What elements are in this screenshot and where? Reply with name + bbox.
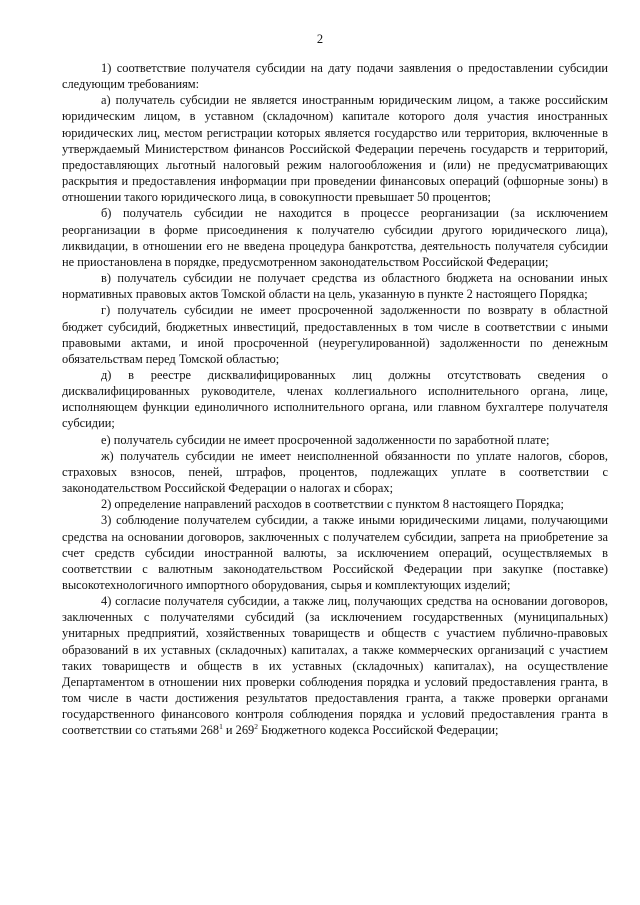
paragraph-3: 3) соблюдение получателем субсидии, а также иными юридическими лицами, получающими средства на основании договоров, заключенных с получателем субсидии, запрета на приобретение за счет средств субсидии иностранной валюты, за исключением операций, осуществляемых в соответствии с валютным законодательством Российской Федерации при закупке (поставке) высокотехнологичного импортного оборудования, сырья и комплектующих изделий; <box>62 513 608 592</box>
paragraph-1d: д) в реестре дисквалифицированных лиц должны отсутствовать сведения о дисквалифицированных руководителе, членах коллегиального исполнительного органа, лице, исполняющем функции единоличного исполнительного органа, или главном бухгалтере получателя субсидии; <box>62 367 608 431</box>
article-268-superscript: 1 <box>219 722 223 732</box>
paragraph-1a: а) получатель субсидии не является иностранным юридическим лицом, а также российским юридическим лицом, в уставном (складочном) капитале которого доля участия иностранных юридических лиц, местом регистрации которых является государство или территория, включенные в утверждаемый Министерством финансов Российской Федерации перечень государств и территорий, предоставляющих льготный налоговый режим налогообложения и (или) не предусматривающих раскрытия и предоставления информации при проведении финансовых операций (офшорные зоны) в отношении такого юридического лица, в совокупности превышает 50 процентов; <box>62 93 608 205</box>
paragraph-1b: б) получатель субсидии не находится в процессе реорганизации (за исключением реорганизации в форме присоединения к получателю субсидии другого юридического лица), ликвидации, в отношении его не введена процедура банкротства, деятельность получателя субсидии не приостановлена в порядке, предусмотренном законодательством Российской Федерации; <box>62 206 608 269</box>
paragraph-1e: е) получатель субсидии не имеет просроченной задолженности по заработной плате; <box>101 432 550 447</box>
paragraph-1v: в) получатель субсидии не получает средства из областного бюджета на основании иных нормативных правовых актов Томской области на цель, указанную в пункте 2 настоящего Порядка; <box>62 271 608 302</box>
paragraph-2: 2) определение направлений расходов в соответствии с пунктом 8 настоящего Порядка; <box>101 497 564 512</box>
paragraph-1g: г) получатель субсидии не имеет просроченной задолженности по возврату в областной бюджет субсидий, бюджетных инвестиций, предоставленных в том числе в соответствии с иными правовыми актами, и иной просроченной (неурегулированной) задолженности по денежным обязательствам перед Томской областью; <box>62 303 608 366</box>
article-269-superscript: 2 <box>254 722 258 732</box>
document-body <box>62 60 608 739</box>
paragraph-1zh: ж) получатель субсидии не имеет неисполненной обязанности по уплате налогов, сборов, страховых взносов, пеней, штрафов, процентов, подлежащих уплате в соответствии с законодательством Российской Федерации о налогах и сборах; <box>62 448 608 496</box>
paragraph-1: 1) соответствие получателя субсидии на дату подачи заявления о предоставлении субсидии следующим требованиям: <box>62 61 608 92</box>
page-number: 2 <box>316 32 324 46</box>
paragraph-4 <box>62 593 608 738</box>
paragraph-4-text: 4) согласие получателя субсидии, а также лиц, получающих средства на основании договоров, заключенных с получателями субсидий (за исключением государственных (муниципальных) унитарных предприятий, хозяйственных товариществ и обществ с участием публично-правовых образований в их уставных (складочных) капиталах, а также коммерческих организаций с участием таких товариществ и обществ в их уставных (складочных) капиталах), на осуществление Департаментом в отношении них проверки соблюдения порядка и условий предоставления гранта, в том числе в части достижения результатов предоставления гранта, а также проверки органами государственного финансового контроля соблюдения порядка и условий предоставления гранта в соответствии со статьями 268 <box>62 594 608 738</box>
paragraph-4-mid: и 269 <box>222 723 255 738</box>
paragraph-4-tail: Бюджетного кодекса Российской Федерации; <box>258 723 499 738</box>
